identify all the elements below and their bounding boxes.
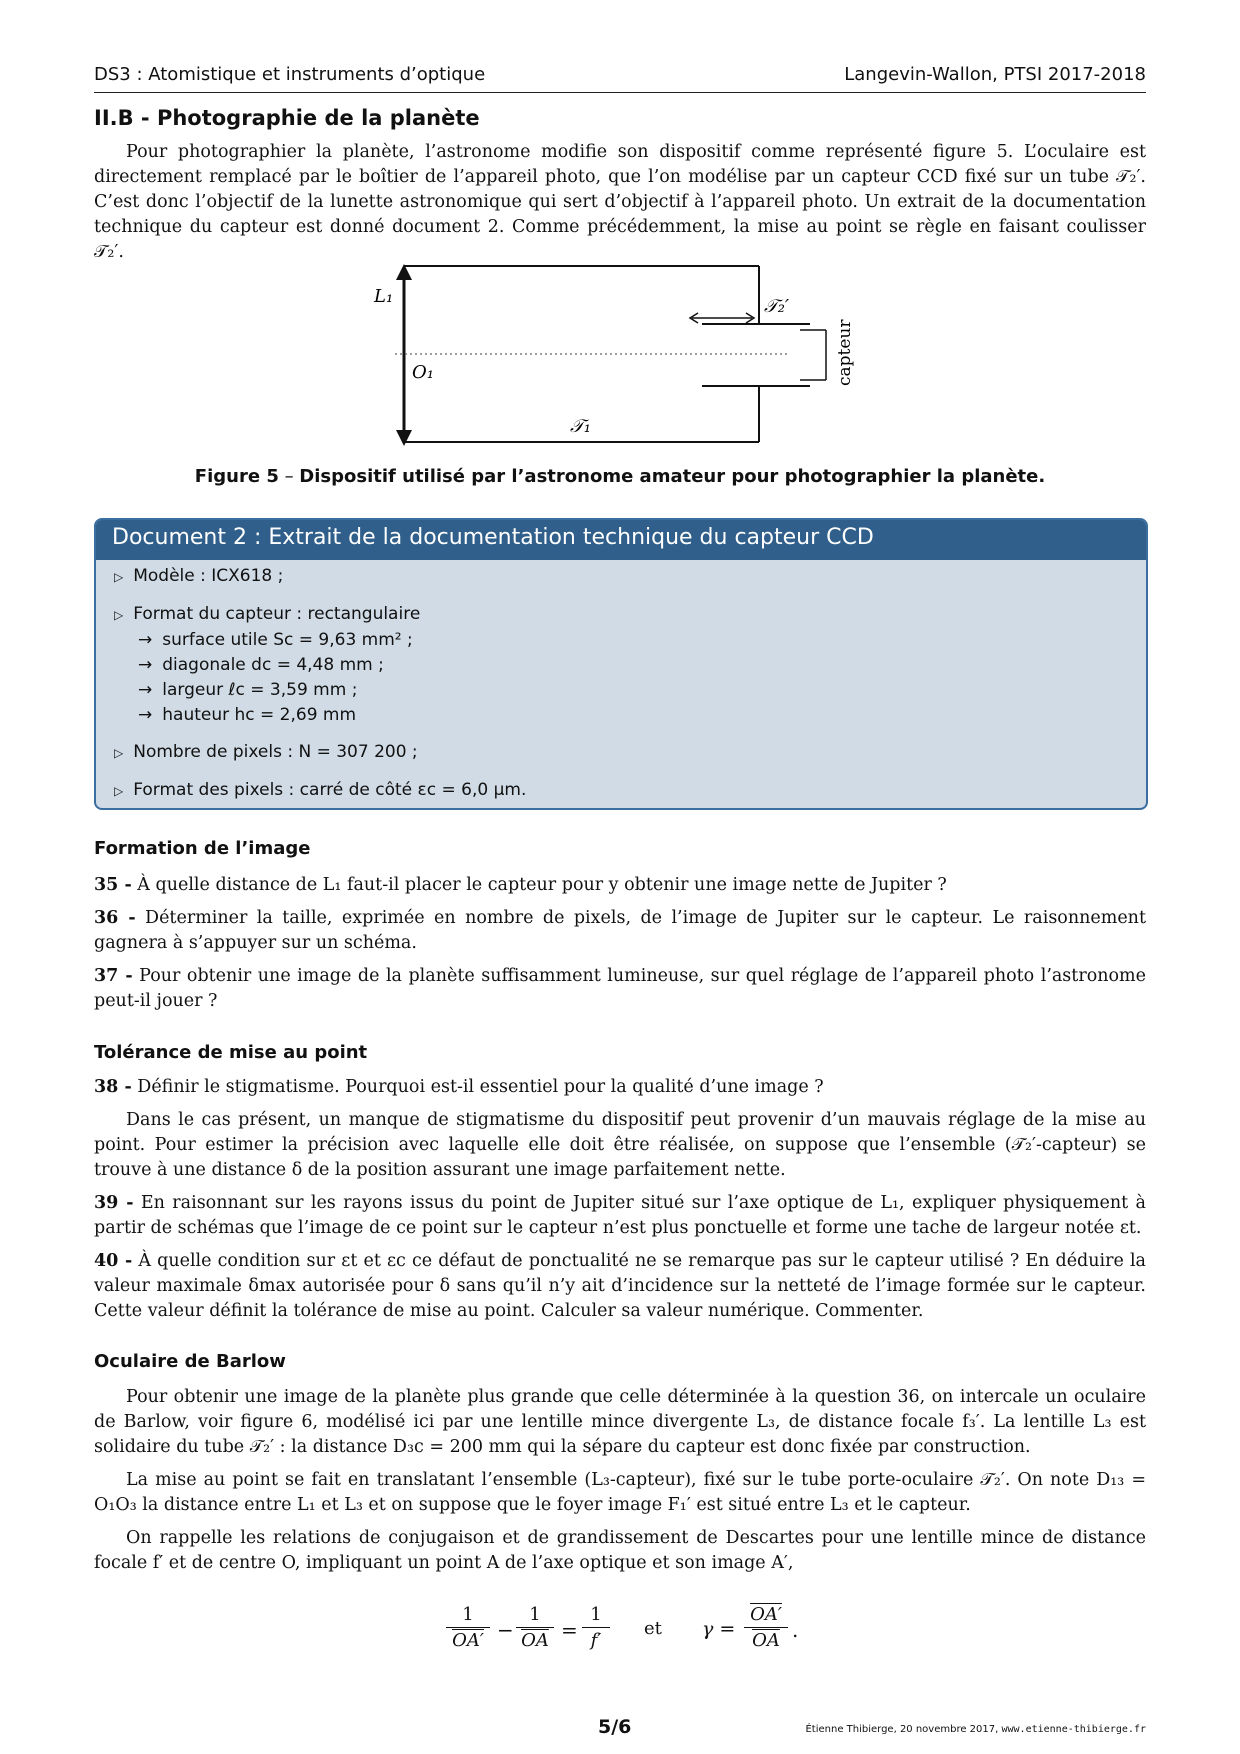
header-left: DS3 : Atomistique et instruments d’optique — [94, 64, 486, 85]
caption-label: Figure 5 — [194, 466, 279, 487]
arrow-right-icon: → — [138, 655, 153, 675]
descartes-equation — [0, 1604, 1240, 1664]
doc-item-pixel-format: ▷ Format des pixels : carré de côté εc = 6,0 µm. — [114, 780, 527, 800]
triangle-bullet-icon: ▷ — [114, 746, 124, 760]
page-number: 5/6 — [598, 1716, 632, 1738]
doc-subitem: → largeur ℓc = 3,59 mm ; — [138, 680, 358, 700]
footer-site-link[interactable]: www.etienne-thibierge.fr — [1001, 1724, 1146, 1735]
barlow-paragraph-2: La mise au point se fait en translatant l’ensemble (L₃-capteur), fixé sur le tube porte-oculaire 𝒯₂′. On note D₁₃ = O₁O₃ la distance entre L₁ et L₃ et on suppose que le foyer image F₁′ est situé entre L₃ et le capteur. — [94, 1470, 1146, 1515]
triangle-bullet-icon: ▷ — [114, 784, 124, 798]
frac-1-over-oa: $\frac{1}{OA}$ — [516, 1604, 554, 1651]
barlow-paragraph-3: On rappelle les relations de conjugaison et de grandissement de Descartes pour une lentille mince de distance focale f′ et de centre O, impliquant un point A de l’axe optique et son image A′, — [94, 1528, 1146, 1573]
frac-1-over-fprime: $\frac{1}{f'}$ — [582, 1604, 610, 1651]
figure-caption — [94, 466, 1146, 487]
minus-sign: − — [497, 1618, 514, 1642]
doc-subitem: → surface utile Sc = 9,63 mm² ; — [138, 630, 413, 650]
question-35: 35 - À quelle distance de L₁ faut-il placer le capteur pour y obtenir une image nette de Jupiter ? — [94, 875, 947, 895]
equals-sign: = — [561, 1618, 578, 1642]
intro-paragraph: Pour photographier la planète, l’astronome modifie son dispositif comme représenté figure 5. L’oculaire est directement remplacé par le boîtier de l’appareil photo, que l’on modélise par un capteur CCD fixé sur un tube 𝒯₂′. C’est donc l’objectif de la lunette astronomique qui sert d’objectif à l’appareil photo. Un extrait de la documentation technique du capteur est donné document 2. Comme précédemment, la mise au point se règle en faisant coulisser 𝒯₂′. — [94, 142, 1146, 262]
label-o1: O₁ — [412, 362, 434, 383]
doc-subitem: → hauteur hc = 2,69 mm — [138, 705, 357, 725]
label-t2: 𝒯₂′ — [764, 296, 790, 317]
document-2-box — [94, 518, 1148, 810]
triangle-bullet-icon: ▷ — [114, 608, 124, 622]
document-2-title: Document 2 : Extrait de la documentation technique du capteur CCD — [96, 520, 1146, 560]
question-38: 38 - Définir le stigmatisme. Pourquoi est-il essentiel pour la qualité d’une image ? — [94, 1077, 824, 1097]
question-37: 37 - Pour obtenir une image de la planète suffisamment lumineuse, sur quel réglage de l’appareil photo l’astronome peut-il jouer ? — [94, 966, 1146, 1011]
label-t1: 𝒯₁ — [570, 416, 592, 437]
subsection-formation: Formation de l’image — [94, 838, 311, 859]
frac-1-over-oaprime: $\frac{1}{OA'}$ — [446, 1604, 490, 1651]
arrow-right-icon: → — [138, 680, 153, 700]
header-right: Langevin-Wallon, PTSI 2017-2018 — [844, 64, 1146, 85]
triangle-bullet-icon: ▷ — [114, 570, 124, 584]
tolerance-paragraph: Dans le cas présent, un manque de stigmatisme du dispositif peut provenir d’un mauvais réglage de la mise au point. Pour estimer la précision avec laquelle elle doit être réalisée, on suppose que l’ensemble (𝒯₂′-capteur) se trouve à une distance δ de la position assurant une image parfaitement nette. — [94, 1110, 1146, 1180]
barlow-paragraph-1: Pour obtenir une image de la planète plus grande que celle déterminée à la question 36, on intercale un oculaire de Barlow, voir figure 6, modélisé ici par une lentille mince divergente L₃, de distance focale f₃′. La lentille L₃ est solidaire du tube 𝒯₂′ : la distance D₃c = 200 mm qui la sépare du capteur est donc fixée par construction. — [94, 1387, 1146, 1457]
doc-item-model: ▷ Modèle : ICX618 ; — [114, 566, 284, 586]
et-word: et — [644, 1618, 662, 1639]
frac-oaprime-over-oa: $\frac{OA'}{OA}$ — [744, 1604, 788, 1651]
question-39: 39 - En raisonnant sur les rayons issus du point de Jupiter situé sur l’axe optique de L₁, expliquer physiquement à partir de schémas que l’image de ce point sur le capteur n’est plus ponctuelle et forme une tache de largeur notée εt. — [94, 1193, 1146, 1238]
section-title: II.B - Photographie de la planète — [94, 106, 480, 130]
figure-5-diagram — [0, 0, 1240, 470]
gamma-label: γ = — [702, 1618, 736, 1640]
caption-dash: – — [278, 466, 300, 487]
doc-subitem: → diagonale dc = 4,48 mm ; — [138, 655, 384, 675]
lens-l1-arrow-bottom — [396, 430, 412, 446]
question-36: 36 - Déterminer la taille, exprimée en nombre de pixels, de l’image de Jupiter sur le capteur. Le raisonnement gagnera à s’appuyer sur un schéma. — [94, 908, 1146, 953]
arrow-right-icon: → — [138, 630, 153, 650]
question-40: 40 - À quelle condition sur εt et εc ce défaut de ponctualité ne se remarque pas sur le capteur utilisé ? En déduire la valeur maximale δmax autorisée pour δ sans qu’il n’y ait d’incidence sur la netteté de l’image formée sur le capteur. Cette valeur définit la tolérance de mise au point. Calculer sa valeur numérique. Commenter. — [94, 1251, 1146, 1321]
caption-text: Dispositif utilisé par l’astronome amateur pour photographier la planète. — [299, 466, 1046, 487]
arrow-right-icon: → — [138, 705, 153, 725]
subsection-tolerance: Tolérance de mise au point — [94, 1042, 368, 1063]
label-l1: L₁ — [374, 286, 394, 307]
doc-item-format: ▷ Format du capteur : rectangulaire → surface utile Sc = 9,63 mm² ; → diagonale dc = 4,48 mm ; → largeur ℓc = 3,59 mm ; → hauteur hc = 2,69 mm — [114, 602, 1128, 728]
doc-item-pixels: ▷ Nombre de pixels : N = 307 200 ; — [114, 742, 418, 762]
footer-credit: Étienne Thibierge, 20 novembre 2017, www.etienne-thibierge.fr — [805, 1724, 1146, 1735]
equation-period: . — [792, 1618, 799, 1642]
subsection-barlow: Oculaire de Barlow — [94, 1351, 286, 1372]
label-capteur: capteur — [835, 319, 855, 386]
